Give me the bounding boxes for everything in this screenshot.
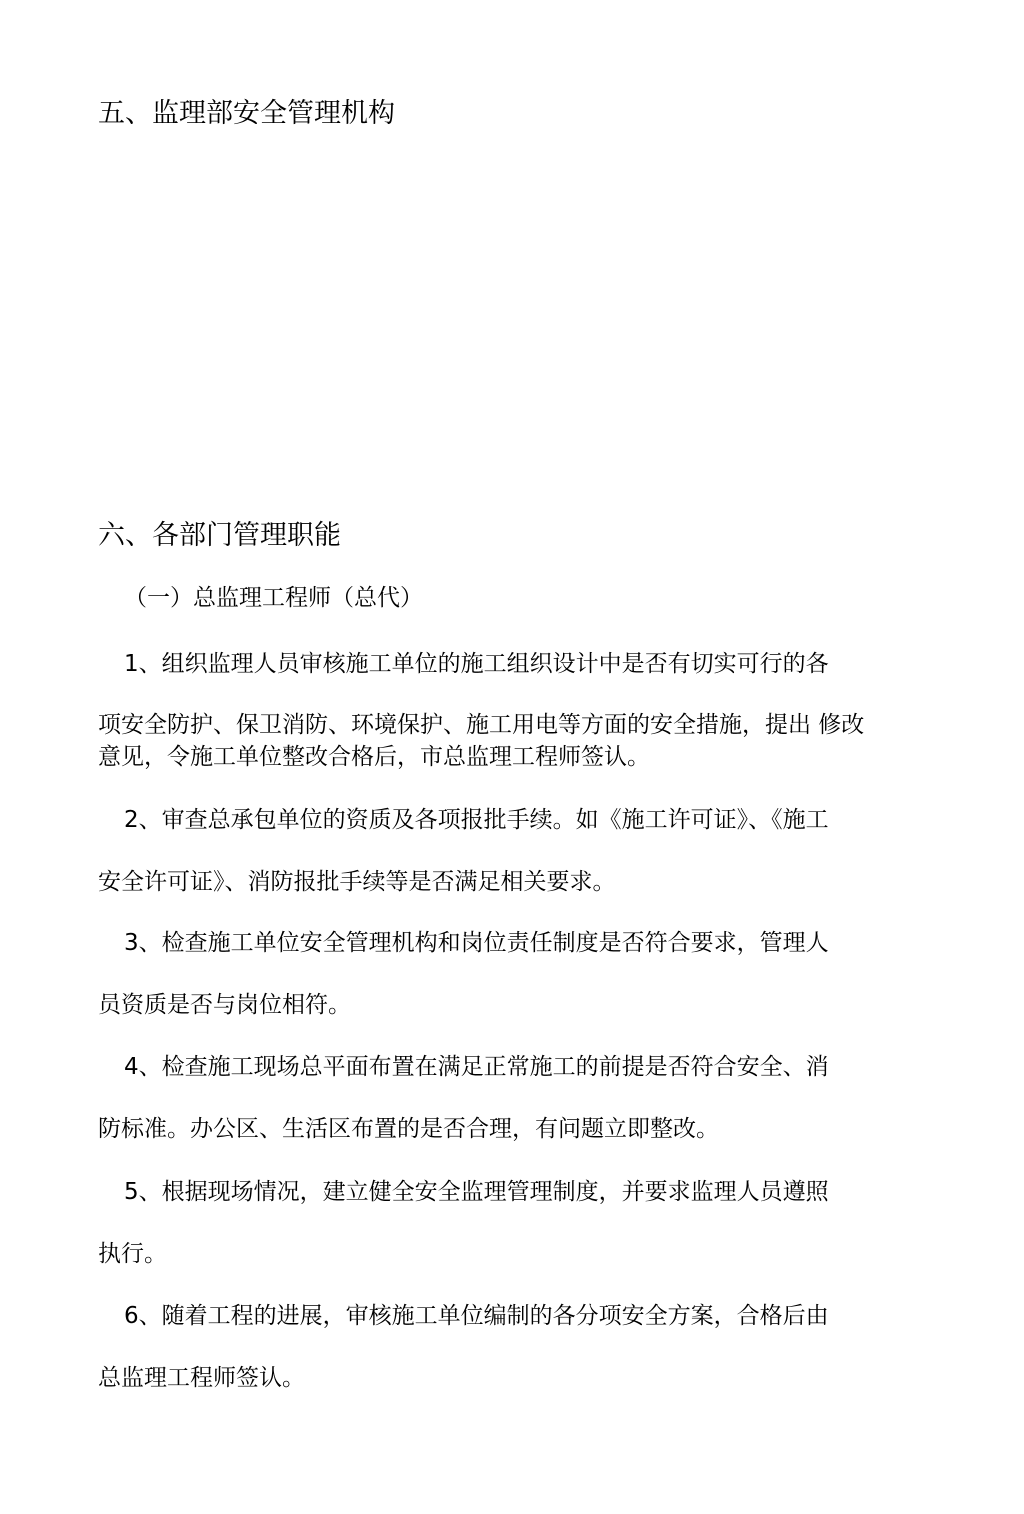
subsection-1-title: （一）总监理工程师（总代）: [124, 585, 423, 611]
paragraph-1-line-2: 项安全防护、保卫消防、环境保护、施工用电等方面的安全措施，提出 修改: [98, 712, 865, 738]
paragraph-5-line-2: 执行。: [98, 1241, 167, 1267]
section-6-title: 六、各部门管理职能: [98, 520, 341, 551]
paragraph-1-line-1: 1、组织监理人员审核施工单位的施工组织设计中是否有切实可行的各: [124, 651, 829, 677]
paragraph-5-line-1: 5、根据现场情况，建立健全安全监理管理制度，并要求监理人员遵照: [124, 1179, 829, 1205]
paragraph-1-line-3: 意见，令施工单位整改合格后，市总监理工程师签认。: [98, 744, 650, 770]
paragraph-6-line-2: 总监理工程师签认。: [98, 1365, 305, 1391]
paragraph-4-line-2: 防标准。办公区、生活区布置的是否合理，有问题立即整改。: [98, 1116, 719, 1142]
paragraph-2-line-1: 2、审查总承包单位的资质及各项报批手续。如《施工许可证》、《施工: [124, 807, 829, 833]
paragraph-3-line-2: 员资质是否与岗位相符。: [98, 992, 351, 1018]
section-5-title: 五、监理部安全管理机构: [98, 98, 395, 129]
paragraph-2-line-2: 安全许可证》、消防报批手续等是否满足相关要求。: [98, 869, 616, 895]
paragraph-6-line-1: 6、随着工程的进展，审核施工单位编制的各分项安全方案，合格后由: [124, 1303, 829, 1329]
paragraph-4-line-1: 4、检查施工现场总平面布置在满足正常施工的前提是否符合安全、消: [124, 1054, 829, 1080]
paragraph-3-line-1: 3、检查施工单位安全管理机构和岗位责任制度是否符合要求，管理人: [124, 930, 829, 956]
